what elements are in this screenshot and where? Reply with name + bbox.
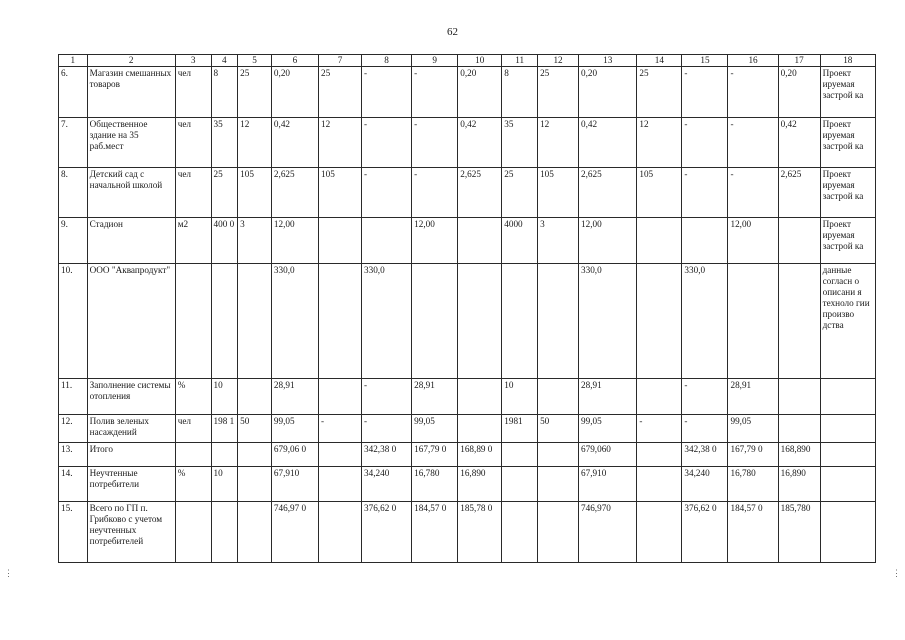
table-cell: ООО "Аквапродукт" <box>87 264 175 379</box>
table-row <box>59 67 876 118</box>
table-cell <box>211 443 238 467</box>
table-cell <box>502 502 538 563</box>
table-cell: 16,890 <box>778 467 820 502</box>
table-cell: - <box>412 67 458 118</box>
table-cell: данные согласн о описани я техноло гии произво дства <box>820 264 875 379</box>
column-header: 2 <box>87 55 175 67</box>
table-cell: - <box>362 168 412 218</box>
table-cell: чел <box>175 168 211 218</box>
table-cell <box>458 379 502 415</box>
table-cell <box>458 415 502 443</box>
table-cell: 0,20 <box>271 67 318 118</box>
table-cell <box>319 218 362 264</box>
table-cell: Стадион <box>87 218 175 264</box>
table-cell: 0,42 <box>579 118 637 168</box>
column-header: 12 <box>538 55 579 67</box>
table-cell: Всего по ГП п. Грибково с учетом неучтенных потребителей <box>87 502 175 563</box>
table-cell: 10 <box>211 467 238 502</box>
table-cell <box>238 443 272 467</box>
table-cell: Заполнение системы отопления <box>87 379 175 415</box>
table-cell: 12 <box>637 118 682 168</box>
table-cell <box>820 415 875 443</box>
table-cell: 11. <box>59 379 88 415</box>
table-row <box>59 168 876 218</box>
table-cell: 746,97 0 <box>271 502 318 563</box>
table-cell: 3 <box>538 218 579 264</box>
table-row <box>59 502 876 563</box>
table-cell <box>778 379 820 415</box>
table-cell: чел <box>175 67 211 118</box>
column-header: 3 <box>175 55 211 67</box>
table-cell <box>778 218 820 264</box>
table-cell: 6. <box>59 67 88 118</box>
table-cell: - <box>682 415 728 443</box>
table-cell: 25 <box>211 168 238 218</box>
table-cell: - <box>362 415 412 443</box>
table-cell: % <box>175 379 211 415</box>
table-cell: 12,00 <box>412 218 458 264</box>
table-cell: Магазин смешанных товаров <box>87 67 175 118</box>
table-cell: - <box>682 379 728 415</box>
table-cell: 35 <box>211 118 238 168</box>
table-cell <box>502 264 538 379</box>
table-cell: Проект ируемая застрой ка <box>820 218 875 264</box>
table-cell: 1981 <box>502 415 538 443</box>
margin-mark-left: ⋮ <box>4 568 13 578</box>
table-cell: - <box>412 168 458 218</box>
table-cell <box>538 467 579 502</box>
table-cell <box>319 502 362 563</box>
table-cell: 0,20 <box>458 67 502 118</box>
table-cell: - <box>637 415 682 443</box>
table-cell: 8. <box>59 168 88 218</box>
table-cell <box>820 443 875 467</box>
table-row <box>59 415 876 443</box>
table-cell: 12,00 <box>271 218 318 264</box>
table-cell <box>538 443 579 467</box>
table-cell: 50 <box>238 415 272 443</box>
table-cell <box>458 218 502 264</box>
table-cell: 99,05 <box>271 415 318 443</box>
table-cell: 330,0 <box>271 264 318 379</box>
table-cell <box>538 502 579 563</box>
table-cell: Итого <box>87 443 175 467</box>
column-header: 14 <box>637 55 682 67</box>
table-cell: 35 <box>502 118 538 168</box>
table-cell: 10 <box>502 379 538 415</box>
table-cell: 10 <box>211 379 238 415</box>
table-cell: 2,625 <box>579 168 637 218</box>
column-header: 7 <box>319 55 362 67</box>
table-cell <box>637 467 682 502</box>
table-cell: - <box>728 118 778 168</box>
table-cell: 168,89 0 <box>458 443 502 467</box>
table-cell: 342,38 0 <box>682 443 728 467</box>
table-cell: Проект ируемая застрой ка <box>820 118 875 168</box>
table-cell: 50 <box>538 415 579 443</box>
table-cell <box>637 264 682 379</box>
table-cell <box>175 502 211 563</box>
table-cell <box>319 467 362 502</box>
table-row <box>59 467 876 502</box>
table-cell: 0,42 <box>778 118 820 168</box>
table-cell: - <box>362 67 412 118</box>
column-header: 11 <box>502 55 538 67</box>
table-cell: 25 <box>637 67 682 118</box>
table-cell: 34,240 <box>362 467 412 502</box>
table-cell <box>820 379 875 415</box>
table-cell: 28,91 <box>579 379 637 415</box>
table-cell: 67,910 <box>579 467 637 502</box>
table-cell: 67,910 <box>271 467 318 502</box>
table-cell <box>637 218 682 264</box>
table-cell: 8 <box>211 67 238 118</box>
table-cell <box>211 502 238 563</box>
table-cell <box>820 502 875 563</box>
table-cell <box>319 443 362 467</box>
table-cell: 12,00 <box>728 218 778 264</box>
table-cell: 0,20 <box>778 67 820 118</box>
table-cell: 679,06 0 <box>271 443 318 467</box>
table-cell: чел <box>175 415 211 443</box>
table-cell: 8 <box>502 67 538 118</box>
table-cell <box>458 264 502 379</box>
table-row <box>59 379 876 415</box>
table-cell: 15. <box>59 502 88 563</box>
table-cell: 2,625 <box>778 168 820 218</box>
column-header: 5 <box>238 55 272 67</box>
table-cell: 13. <box>59 443 88 467</box>
table-cell <box>238 379 272 415</box>
table-cell: - <box>362 118 412 168</box>
table-cell: 28,91 <box>728 379 778 415</box>
table-cell: 99,05 <box>728 415 778 443</box>
table-cell <box>175 443 211 467</box>
column-header: 13 <box>579 55 637 67</box>
table-cell: 2,625 <box>271 168 318 218</box>
column-header: 15 <box>682 55 728 67</box>
table-cell <box>637 379 682 415</box>
table-cell: - <box>412 118 458 168</box>
table-cell: 167,79 0 <box>728 443 778 467</box>
table-cell: Детский сад с начальной школой <box>87 168 175 218</box>
table-cell <box>637 502 682 563</box>
column-header: 16 <box>728 55 778 67</box>
table-cell: м2 <box>175 218 211 264</box>
table-cell: 105 <box>538 168 579 218</box>
table-cell <box>412 264 458 379</box>
table-cell: 28,91 <box>412 379 458 415</box>
table-cell <box>778 415 820 443</box>
table-cell: 14. <box>59 467 88 502</box>
column-header: 17 <box>778 55 820 67</box>
table-cell: 12 <box>319 118 362 168</box>
column-header: 4 <box>211 55 238 67</box>
table-cell <box>637 443 682 467</box>
table-cell: 34,240 <box>682 467 728 502</box>
table-cell: Проект ируемая застрой ка <box>820 168 875 218</box>
column-header: 9 <box>412 55 458 67</box>
table-cell: 7. <box>59 118 88 168</box>
table-cell: 400 0 <box>211 218 238 264</box>
table-cell <box>211 264 238 379</box>
table-cell: % <box>175 467 211 502</box>
table-cell: 342,38 0 <box>362 443 412 467</box>
table-cell: 198 1 <box>211 415 238 443</box>
table-cell: 105 <box>319 168 362 218</box>
table-cell: 0,20 <box>579 67 637 118</box>
table-cell: - <box>728 67 778 118</box>
table-cell: - <box>362 379 412 415</box>
table-cell <box>502 443 538 467</box>
table-cell <box>682 218 728 264</box>
table-cell: Неучтенные потребители <box>87 467 175 502</box>
table-cell <box>175 264 211 379</box>
table-cell: 4000 <box>502 218 538 264</box>
table-cell: 28,91 <box>271 379 318 415</box>
table-cell: 376,62 0 <box>682 502 728 563</box>
table-cell: 25 <box>502 168 538 218</box>
header-row <box>59 55 876 67</box>
page-number: 62 <box>447 26 458 38</box>
table-cell: 16,890 <box>458 467 502 502</box>
table-row <box>59 264 876 379</box>
column-header: 10 <box>458 55 502 67</box>
table-cell: Проект ируемая застрой ка <box>820 67 875 118</box>
table-cell: чел <box>175 118 211 168</box>
table-cell: 679,060 <box>579 443 637 467</box>
table-cell: 9. <box>59 218 88 264</box>
table-cell: 330,0 <box>579 264 637 379</box>
table-cell: - <box>319 415 362 443</box>
column-header: 18 <box>820 55 875 67</box>
table-row <box>59 218 876 264</box>
table-cell <box>362 218 412 264</box>
table-cell: 25 <box>319 67 362 118</box>
table-cell: 16,780 <box>728 467 778 502</box>
table-cell: 330,0 <box>362 264 412 379</box>
table-cell <box>238 264 272 379</box>
table-cell: 12. <box>59 415 88 443</box>
table-cell <box>319 379 362 415</box>
table-cell <box>778 264 820 379</box>
table-cell: 105 <box>637 168 682 218</box>
table-cell: 0,42 <box>458 118 502 168</box>
table-cell: 99,05 <box>412 415 458 443</box>
table-cell: 376,62 0 <box>362 502 412 563</box>
water-consumption-table <box>58 54 876 563</box>
table-cell: - <box>728 168 778 218</box>
table-cell: 12 <box>238 118 272 168</box>
table-cell <box>502 467 538 502</box>
table-cell: 16,780 <box>412 467 458 502</box>
table-cell <box>319 264 362 379</box>
table-row <box>59 118 876 168</box>
table-cell: 167,79 0 <box>412 443 458 467</box>
table-cell: 12,00 <box>579 218 637 264</box>
table-cell: 3 <box>238 218 272 264</box>
table-cell: 0,42 <box>271 118 318 168</box>
column-header: 8 <box>362 55 412 67</box>
table-cell: - <box>682 168 728 218</box>
table-cell: 184,57 0 <box>412 502 458 563</box>
column-header: 6 <box>271 55 318 67</box>
table-cell: - <box>682 67 728 118</box>
table-cell: 10. <box>59 264 88 379</box>
table-row <box>59 443 876 467</box>
margin-mark-right: ⋮ <box>892 568 901 578</box>
table-cell: 25 <box>538 67 579 118</box>
table-cell <box>538 264 579 379</box>
table-cell: Полив зеленых насаждений <box>87 415 175 443</box>
table-cell: 105 <box>238 168 272 218</box>
table-cell: 184,57 0 <box>728 502 778 563</box>
table-cell <box>238 467 272 502</box>
column-header: 1 <box>59 55 88 67</box>
table-cell: 168,890 <box>778 443 820 467</box>
table-cell: 99,05 <box>579 415 637 443</box>
table-cell: 185,78 0 <box>458 502 502 563</box>
table-cell: 746,970 <box>579 502 637 563</box>
table-cell <box>728 264 778 379</box>
table-cell: - <box>682 118 728 168</box>
table-cell <box>238 502 272 563</box>
table-cell: Общественное здание на 35 раб.мест <box>87 118 175 168</box>
table-cell: 185,780 <box>778 502 820 563</box>
table-cell: 2,625 <box>458 168 502 218</box>
table-cell: 12 <box>538 118 579 168</box>
table-cell: 25 <box>238 67 272 118</box>
table-cell: 330,0 <box>682 264 728 379</box>
table-cell <box>820 467 875 502</box>
table-cell <box>538 379 579 415</box>
